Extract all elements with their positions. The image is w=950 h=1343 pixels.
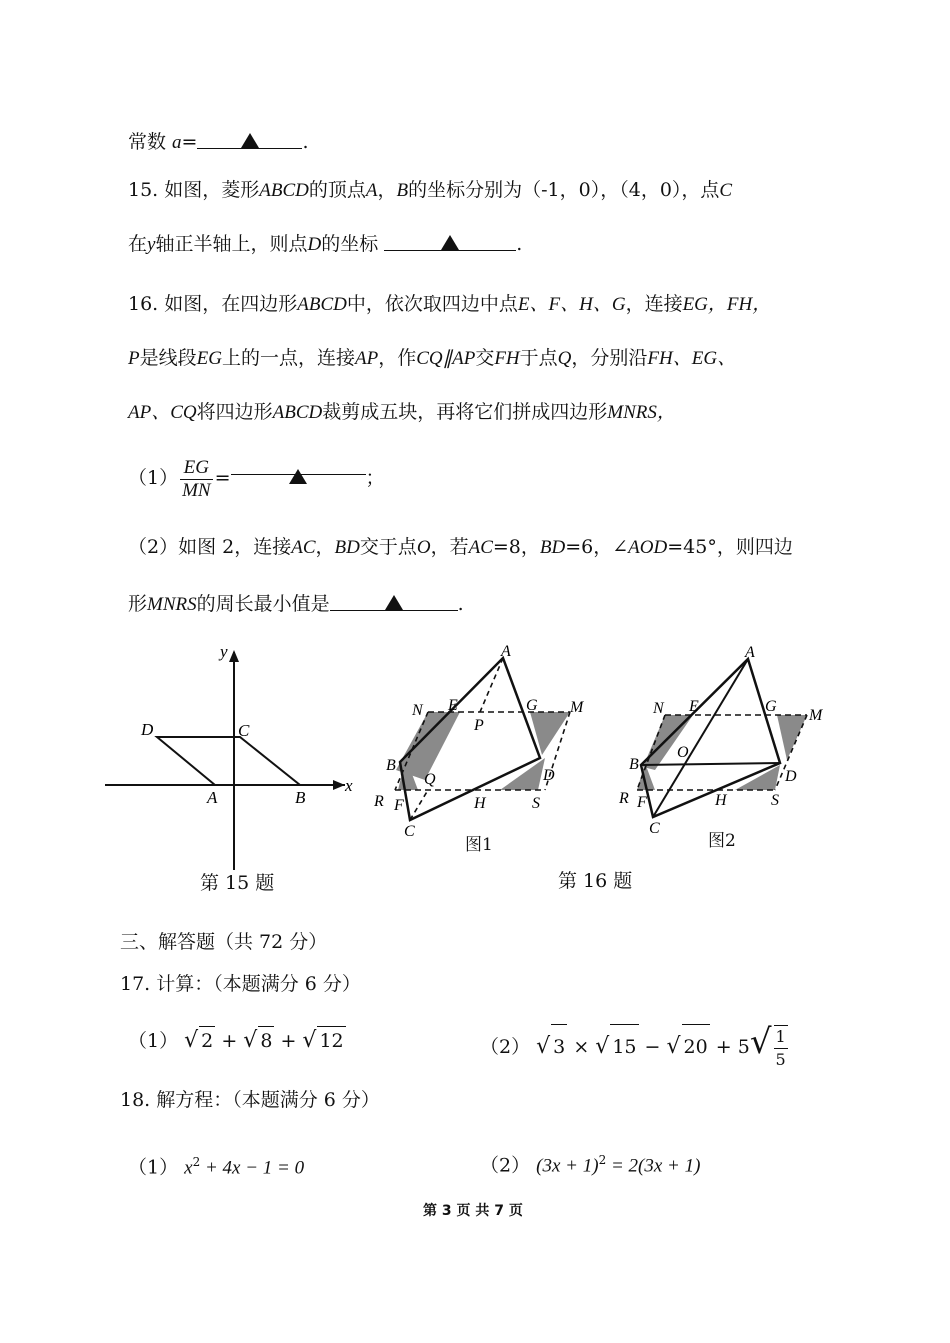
q16-text: 将四边形 bbox=[196, 401, 273, 423]
q15-line2: 在y轴正半轴上，则点D的坐标 . bbox=[128, 230, 522, 259]
answer-blank-16-2[interactable] bbox=[330, 590, 458, 611]
sqrt-icon: √ bbox=[184, 1028, 199, 1053]
diagonal-bd bbox=[641, 763, 780, 765]
q16-text: ，分别沿 bbox=[571, 347, 648, 369]
q15-text: 的坐标分别为（-1，0），（4，0），点 bbox=[408, 179, 720, 201]
section-title: 三、解答题（共 72 分） bbox=[120, 931, 328, 953]
q16-p1-label: （1） bbox=[128, 467, 179, 489]
sqrt-icon: √ bbox=[536, 1034, 551, 1059]
label-h: H bbox=[474, 795, 486, 812]
radicand: 20 bbox=[682, 1024, 710, 1069]
q16-mnrs-2: MNRS bbox=[147, 594, 197, 615]
q15-text: 的顶点 bbox=[308, 179, 366, 201]
q18-title: 18. 解方程：（本题满分 6 分） bbox=[120, 1089, 380, 1111]
eq-lhs: (3x + 1) bbox=[536, 1155, 599, 1177]
label-e: E bbox=[689, 698, 699, 715]
q16-text: 中，依次取四边中点 bbox=[346, 293, 518, 315]
q16-text: 交 bbox=[475, 347, 495, 369]
q16-fraction bbox=[180, 457, 213, 502]
q14-tail-line: 常数 a= . bbox=[128, 128, 309, 157]
q16-eg: EG bbox=[196, 348, 222, 369]
label-a: A bbox=[207, 788, 218, 807]
label-s: S bbox=[771, 792, 779, 809]
label-d: D bbox=[141, 720, 154, 739]
figure-15 bbox=[95, 640, 365, 880]
q16-ap-cq: AP、CQ bbox=[128, 402, 197, 423]
q16-cqap: CQ∥AP bbox=[416, 348, 476, 369]
answer-blank-16-1[interactable] bbox=[231, 454, 366, 475]
label-m: M bbox=[570, 699, 584, 716]
q16-aod: AOD bbox=[628, 537, 668, 558]
label-f: F bbox=[637, 794, 647, 811]
q15-c: C bbox=[719, 180, 733, 201]
q16-text: ，连接 bbox=[625, 293, 683, 315]
eq-exponent: 2 bbox=[598, 1153, 607, 1167]
page-footer: 第 3 页 共 7 页 bbox=[423, 1203, 523, 1219]
q16-part2-line1 bbox=[128, 533, 793, 562]
const-eq: = bbox=[181, 131, 198, 153]
op-plus: + bbox=[715, 1036, 732, 1058]
eq-rest: + 4x − 1 = 0 bbox=[200, 1157, 305, 1179]
label-b: B bbox=[295, 788, 306, 807]
label-o: O bbox=[677, 744, 689, 761]
q16-text: ，若 bbox=[430, 536, 469, 558]
const-label: 常数 bbox=[128, 131, 173, 153]
q15-d: D bbox=[307, 234, 322, 255]
q16-line1 bbox=[128, 290, 771, 319]
figure-16-1 bbox=[370, 640, 600, 840]
op-plus: + bbox=[280, 1030, 297, 1052]
q15-line1 bbox=[128, 176, 732, 205]
q18-p1-label: （1） bbox=[128, 1156, 179, 1179]
q16-bd6: BD bbox=[539, 537, 566, 558]
q16-p1-eq: = bbox=[214, 467, 231, 489]
sqrt-icon: √ bbox=[595, 1034, 610, 1059]
x-axis-arrow bbox=[333, 780, 345, 790]
q16-abcd-2: ABCD bbox=[272, 402, 323, 423]
figure16-caption: 第 16 题 bbox=[558, 870, 633, 892]
q16-line3 bbox=[128, 398, 676, 427]
radicand: 2 bbox=[199, 1026, 215, 1055]
fraction-denominator: MN bbox=[182, 479, 211, 501]
label-h: H bbox=[715, 792, 727, 809]
sqrt-icon: √ bbox=[666, 1034, 681, 1059]
line-ap bbox=[480, 658, 503, 712]
q15-a: A bbox=[365, 180, 378, 201]
fraction-numerator: EG bbox=[180, 457, 213, 480]
q15-text: 在 bbox=[128, 233, 148, 255]
q16-text: =45°，则四边 bbox=[667, 536, 793, 558]
answer-blank-14[interactable] bbox=[197, 128, 302, 149]
q16-o: O bbox=[416, 537, 431, 558]
label-n: N bbox=[653, 700, 664, 717]
sqrt-icon: √ bbox=[302, 1028, 317, 1053]
label-r: R bbox=[374, 793, 384, 810]
sqrt-fraction bbox=[774, 1025, 788, 1071]
radicand: 3 bbox=[551, 1024, 567, 1069]
q16-text: 形 bbox=[128, 593, 148, 615]
label-f: F bbox=[394, 797, 404, 814]
q16-mnrs: MNRS， bbox=[607, 402, 676, 423]
q16-part2-line2: 形MNRS的周长最小值是 . bbox=[128, 590, 464, 619]
answer-blank-15[interactable] bbox=[384, 230, 516, 251]
q16-text: 于点 bbox=[519, 347, 558, 369]
rhombus-abcd bbox=[157, 737, 300, 785]
label-d: D bbox=[785, 768, 797, 785]
q15-text: 的坐标 bbox=[321, 233, 379, 255]
label-r: R bbox=[619, 790, 629, 807]
q17-part1 bbox=[128, 1026, 346, 1055]
q18-part2 bbox=[480, 1146, 700, 1180]
q15-number: 15. bbox=[128, 179, 159, 201]
q16-text: 裁剪成五块，再将它们拼成四边形 bbox=[322, 401, 608, 423]
shaded-region bbox=[777, 715, 807, 760]
label-b: B bbox=[386, 757, 396, 774]
label-m: M bbox=[809, 707, 823, 724]
label-q: Q bbox=[424, 771, 436, 788]
q15-abcd: ABCD bbox=[259, 180, 309, 201]
q16-ac: AC bbox=[291, 537, 316, 558]
sqrt-icon: √ bbox=[749, 1022, 772, 1062]
q16-points: E、F、H、G bbox=[517, 294, 626, 315]
q15-text: 如图，菱形 bbox=[164, 179, 260, 201]
q16-text: ， bbox=[315, 536, 335, 558]
triangle-icon bbox=[289, 469, 307, 484]
shaded-region bbox=[735, 765, 780, 790]
q16-text: 上的一点，连接 bbox=[221, 347, 355, 369]
label-e: E bbox=[448, 697, 458, 714]
label-y: y bbox=[220, 642, 228, 661]
q18-part1 bbox=[128, 1148, 304, 1182]
q18-p2-label: （2） bbox=[480, 1154, 531, 1177]
q16-text: 是线段 bbox=[139, 347, 197, 369]
q17-title: 17. 计算：（本题满分 6 分） bbox=[120, 973, 361, 995]
q16-text: 的周长最小值是 bbox=[196, 593, 330, 615]
q16-text: ，作 bbox=[378, 347, 417, 369]
op-times: × bbox=[573, 1036, 590, 1058]
label-c: C bbox=[649, 820, 660, 837]
figure15-caption: 第 15 题 bbox=[200, 872, 275, 894]
q16-text: =8， bbox=[492, 536, 540, 558]
label-x: x bbox=[345, 776, 353, 795]
label-a: A bbox=[501, 643, 511, 660]
eq-rhs: = 2(3x + 1) bbox=[606, 1155, 701, 1177]
q16-number: 16. bbox=[128, 293, 159, 315]
radicand: 15 bbox=[610, 1024, 638, 1069]
q16-text: 如图，在四边形 bbox=[164, 293, 298, 315]
q15-text: 轴正半轴上，则点 bbox=[155, 233, 308, 255]
label-p: P bbox=[474, 717, 484, 734]
q15-b: B bbox=[396, 180, 409, 201]
const-var: a bbox=[172, 132, 182, 153]
radicand: 8 bbox=[258, 1026, 274, 1055]
fig1-caption: 图1 bbox=[465, 835, 493, 855]
q16-bd: BD bbox=[334, 537, 360, 558]
fraction-denominator: 5 bbox=[775, 1050, 786, 1069]
label-g: G bbox=[526, 697, 538, 714]
q16-q: Q bbox=[557, 348, 572, 369]
fig2-caption: 图2 bbox=[708, 831, 736, 851]
label-g: G bbox=[765, 698, 777, 715]
label-d: D bbox=[543, 767, 555, 784]
q16-text: =6，∠ bbox=[565, 536, 629, 558]
coef: 5 bbox=[737, 1036, 750, 1058]
q17-p1-label: （1） bbox=[128, 1030, 179, 1052]
y-axis-arrow bbox=[229, 650, 239, 662]
q16-fh: FH bbox=[494, 348, 520, 369]
q16-part1 bbox=[128, 454, 385, 502]
q16-p1-end: ； bbox=[365, 467, 385, 489]
q16-p: P bbox=[128, 348, 140, 369]
q16-ac8: AC bbox=[468, 537, 493, 558]
q17-part2 bbox=[480, 1020, 790, 1071]
q16-text: 交于点 bbox=[359, 536, 417, 558]
q17-p2-label: （2） bbox=[480, 1036, 531, 1058]
op-plus: + bbox=[221, 1030, 238, 1052]
radicand: 12 bbox=[317, 1026, 345, 1055]
label-a: A bbox=[745, 645, 755, 661]
label-s: S bbox=[532, 795, 540, 812]
q16-abcd: ABCD bbox=[297, 294, 347, 315]
q15-sep: ， bbox=[377, 179, 397, 201]
q16-egfh: EG，FH， bbox=[682, 294, 772, 315]
q16-fh-eg: FH、EG、 bbox=[647, 348, 737, 369]
q16-ap: AP bbox=[354, 348, 379, 369]
triangle-icon bbox=[241, 133, 259, 148]
eq-exponent: 2 bbox=[192, 1155, 201, 1169]
triangle-icon bbox=[441, 235, 459, 250]
op-minus: − bbox=[644, 1036, 661, 1058]
fraction-numerator: 1 bbox=[774, 1026, 788, 1049]
eq-var: x bbox=[184, 1157, 193, 1179]
q16-text: （2）如图 2，连接 bbox=[128, 536, 292, 558]
label-c: C bbox=[238, 721, 250, 740]
sqrt-icon: √ bbox=[243, 1028, 258, 1053]
q16-line2 bbox=[128, 344, 736, 373]
label-c: C bbox=[404, 823, 415, 840]
q15-y: y bbox=[147, 234, 156, 255]
label-n: N bbox=[412, 702, 423, 719]
label-b: B bbox=[629, 756, 639, 773]
triangle-icon bbox=[385, 595, 403, 610]
figure-16-2 bbox=[615, 645, 845, 845]
